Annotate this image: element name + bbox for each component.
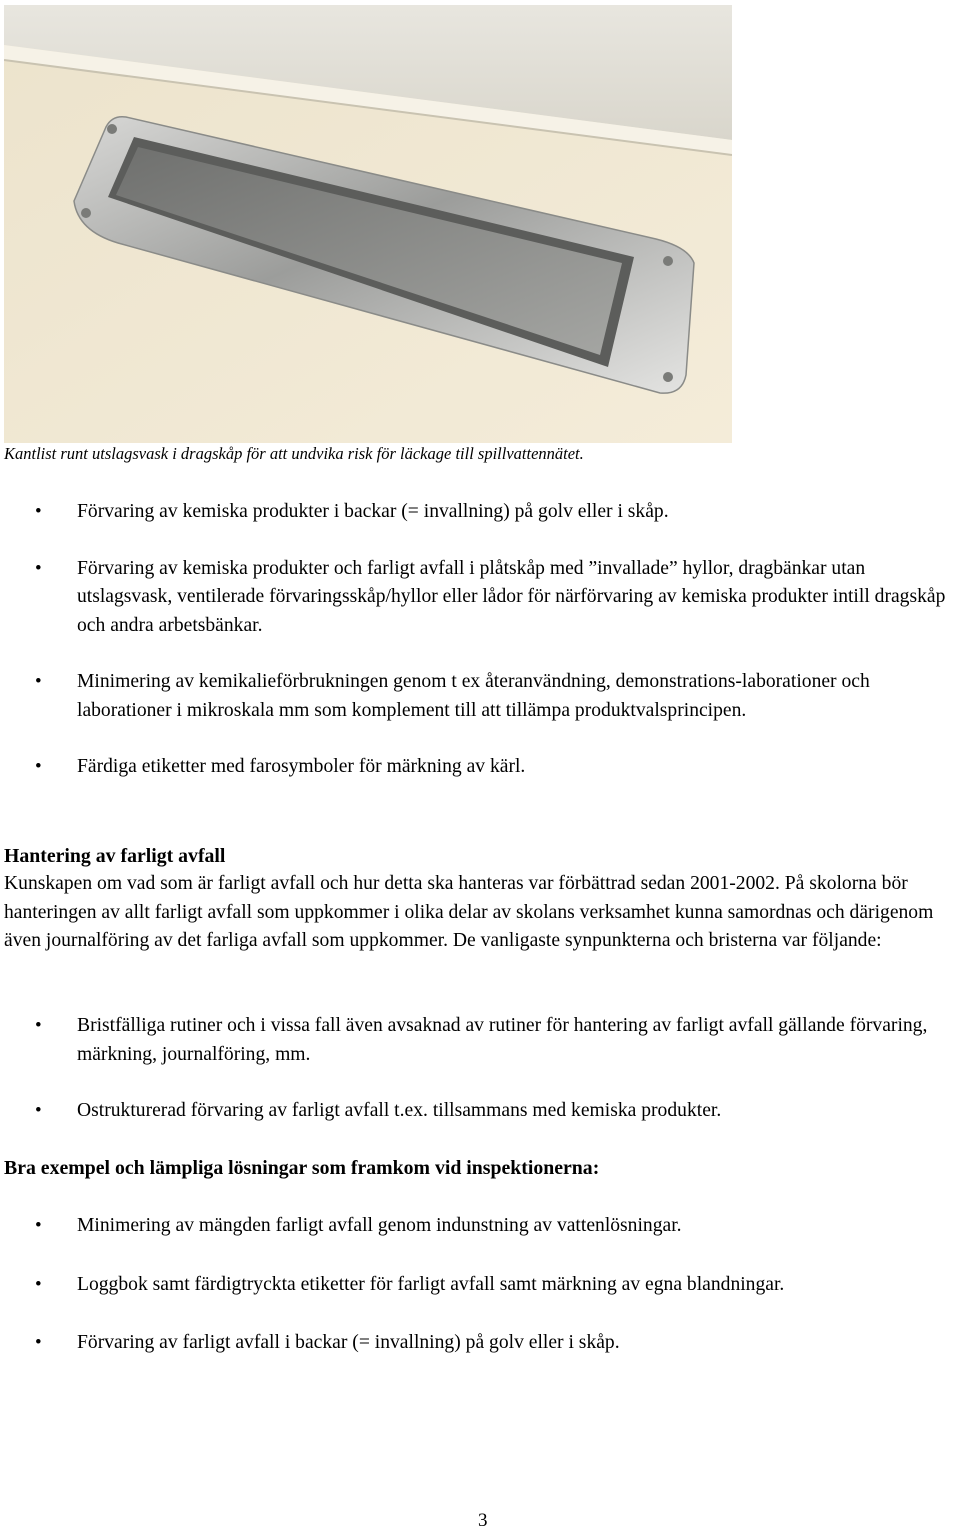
list-item: • Bristfälliga rutiner och i vissa fall även avsaknad av rutiner för hantering av farligt avfall gällande förvaring, märkning, journalföring, mm. <box>0 1012 960 1069</box>
bullet-icon: • <box>35 1273 42 1295</box>
list-item: • Minimering av mängden farligt avfall genom indunstning av vattenlösningar. <box>0 1212 960 1241</box>
examples-list <box>0 1212 960 1358</box>
section-paragraph: Kunskapen om vad som är farligt avfall och hur detta ska hanteras var förbättrad sedan 2001-2002. På skolorna bör hanteringen av allt farligt avfall som uppkommer i olika delar av skolans verksamhet kunna samordnas och därigenom även journalföring av det farliga avfall som uppkommer. De vanligaste synpunkterna och bristerna var följande: <box>4 873 934 951</box>
bullet-icon: • <box>35 557 42 579</box>
bullet-icon: • <box>35 1215 42 1236</box>
list-item: • Minimering av kemikalieförbrukningen genom t ex återanvändning, demonstrations-laborationer och laborationer i mikroskala mm som komplement till att tillämpa produktvalsprincipen. <box>0 668 960 725</box>
section-heading: Bra exempel och lämpliga lösningar som framkom vid inspektionerna: <box>4 1157 600 1179</box>
storage-list <box>0 498 960 782</box>
list-item: • Ostrukturerad förvaring av farligt avfall t.ex. tillsammans med kemiska produkter. <box>0 1097 960 1126</box>
bullet-icon: • <box>35 1015 42 1036</box>
bullet-icon: • <box>35 1100 42 1121</box>
bullet-icon: • <box>35 1332 42 1353</box>
issues-list <box>0 1012 960 1126</box>
section-heading: Hantering av farligt avfall <box>4 845 226 867</box>
bullet-icon: • <box>35 671 42 692</box>
page-number: 3 <box>478 1510 488 1531</box>
bullet-icon: • <box>35 756 42 777</box>
list-item: • Förvaring av kemiska produkter och farligt avfall i plåtskåp med ”invallade” hyllor, dragbänkar utan utslagsvask, ventilerade förvaringsskåp/hyllor eller lådor för närförvaring av kemiska produkter intill dragskåp och andra arbetsbänkar. <box>0 555 960 641</box>
sink-rim-photo <box>4 5 732 443</box>
list-item: • Färdiga etiketter med farosymboler för märkning av kärl. <box>0 753 960 782</box>
bullet-icon: • <box>35 501 42 522</box>
figure-caption: Kantlist runt utslagsvask i dragskåp för att undvika risk för läckage till spillvattennätet. <box>4 444 584 463</box>
list-item: • Loggbok samt färdigtryckta etiketter för farligt avfall samt märkning av egna blandningar. <box>0 1271 960 1300</box>
list-item: • Förvaring av farligt avfall i backar (= invallning) på golv eller i skåp. <box>0 1329 960 1358</box>
list-item: • Förvaring av kemiska produkter i backar (= invallning) på golv eller i skåp. <box>0 498 960 527</box>
